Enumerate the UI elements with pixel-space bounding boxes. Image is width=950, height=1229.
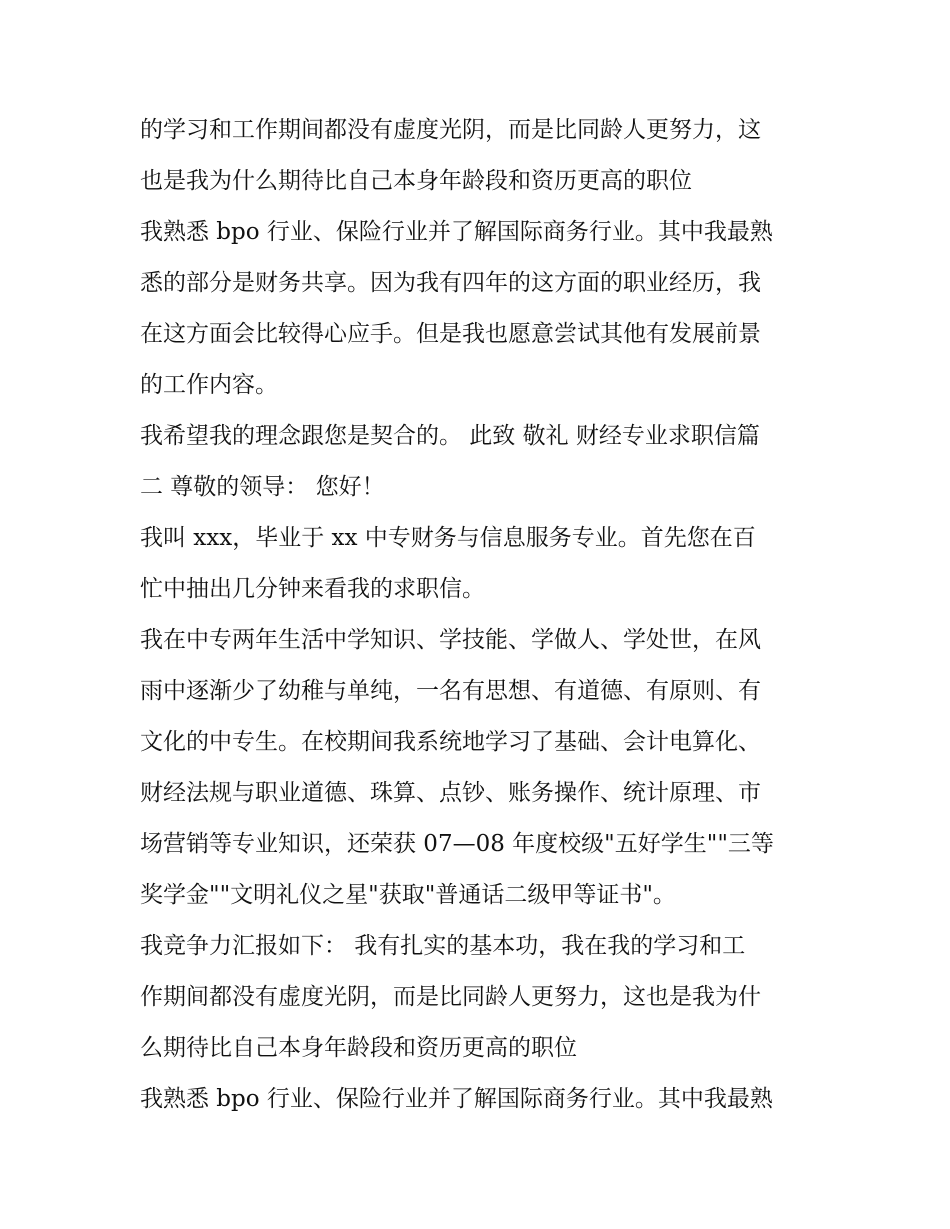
text-line: 么期待比自己本身年龄段和资历更高的职位 bbox=[140, 1035, 577, 1061]
text-line: 我在中专两年生活中学知识、学技能、学做人、学处世，在风 bbox=[140, 627, 761, 653]
text-line: 悉的部分是财务共享。因为我有四年的这方面的职业经历，我 bbox=[140, 270, 761, 296]
text-line: 的工作内容。 bbox=[140, 372, 278, 398]
text-line: 在这方面会比较得心应手。但是我也愿意尝试其他有发展前景 bbox=[140, 321, 761, 347]
text-line: 财经法规与职业道德、珠算、点钞、账务操作、统计原理、市 bbox=[140, 780, 761, 806]
text-line: 二 尊敬的领导： 您好！ bbox=[140, 474, 385, 500]
text-line: 的学习和工作期间都没有虚度光阴，而是比同龄人更努力，这 bbox=[140, 117, 761, 143]
text-line: 文化的中专生。在校期间我系统地学习了基础、会计电算化、 bbox=[140, 729, 761, 755]
text-line: 场营销等专业知识，还荣获 07—08 年度校级"五好学生""三等 bbox=[140, 831, 774, 857]
text-line: 奖学金""文明礼仪之星"获取"普通话二级甲等证书"。 bbox=[140, 882, 676, 908]
text-line: 作期间都没有虚度光阴，而是比同龄人更努力，这也是我为什 bbox=[140, 984, 761, 1010]
text-line: 我叫 xxx，毕业于 xx 中专财务与信息服务专业。首先您在百 bbox=[140, 525, 756, 551]
text-line: 我熟悉 bpo 行业、保险行业并了解国际商务行业。其中我最熟 bbox=[140, 219, 773, 245]
body-text bbox=[140, 105, 820, 1125]
text-line: 我熟悉 bpo 行业、保险行业并了解国际商务行业。其中我最熟 bbox=[140, 1086, 773, 1112]
text-line: 忙中抽出几分钟来看我的求职信。 bbox=[140, 576, 485, 602]
text-line: 我希望我的理念跟您是契合的。 此致 敬礼 财经专业求职信篇 bbox=[140, 423, 760, 449]
text-line: 我竞争力汇报如下： 我有扎实的基本功，我在我的学习和工 bbox=[140, 933, 746, 959]
text-line: 雨中逐渐少了幼稚与单纯，一名有思想、有道德、有原则、有 bbox=[140, 678, 761, 704]
text-line: 也是我为什么期待比自己本身年龄段和资历更高的职位 bbox=[140, 168, 692, 194]
